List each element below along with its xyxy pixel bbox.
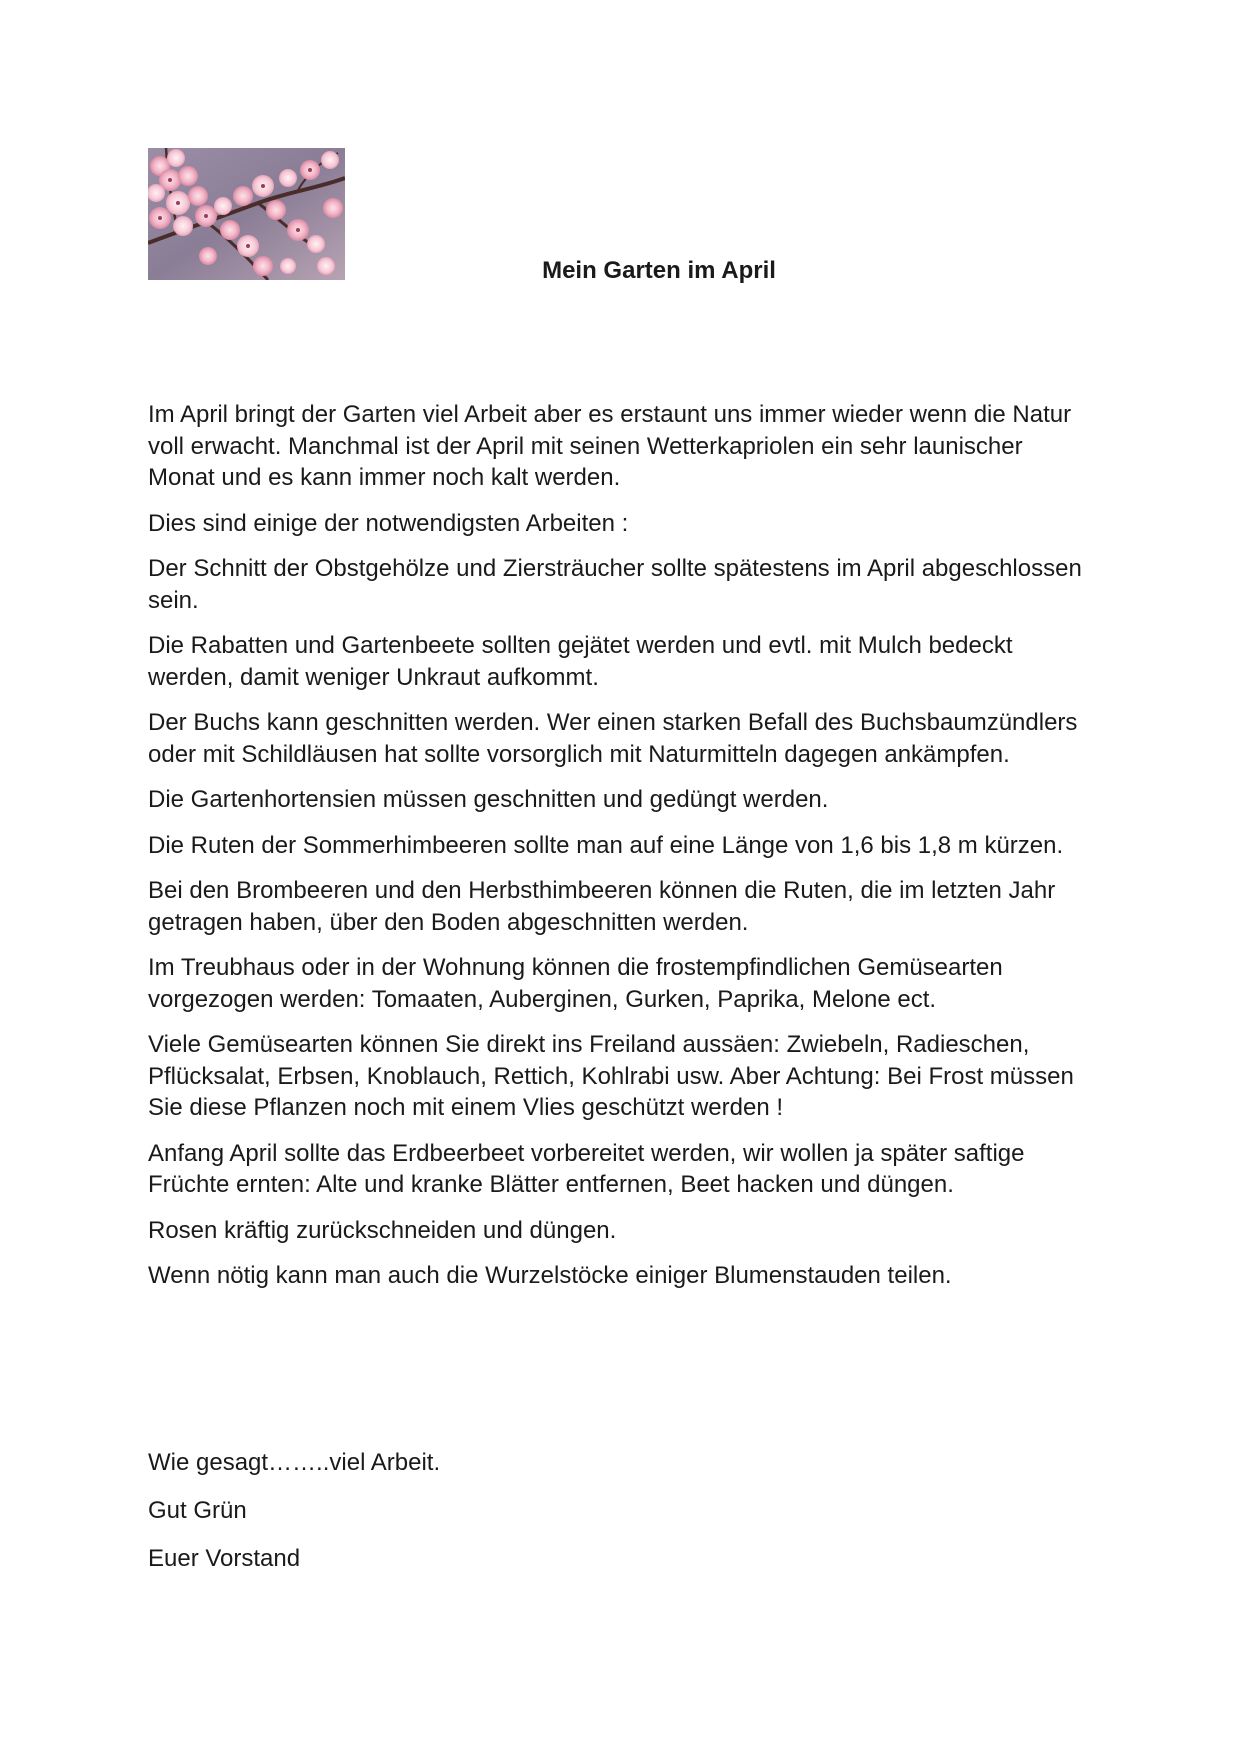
closing-block	[148, 1447, 1088, 1591]
paragraph: Wenn nötig kann man auch die Wurzelstöcke einiger Blumenstauden teilen.	[148, 1262, 952, 1289]
paragraph: Der Schnitt der Obstgehölze und Ziersträucher sollte spätestens im April abgeschlossen sein.	[148, 555, 1082, 614]
paragraph: Dies sind einige der notwendigsten Arbeiten :	[148, 509, 629, 537]
document-body	[148, 399, 1088, 1306]
document-title: Mein Garten im April	[542, 257, 776, 284]
paragraph: Viele Gemüsearten können Sie direkt ins Freiland aussäen: Zwiebeln, Radieschen, Pflücksalat, Erbsen, Knoblauch, Rettich, Kohlrabi usw. Aber Achtung: Bei Frost müssen Sie diese Pflanzen noch mit einem Vlies geschützt werden !	[148, 1031, 1074, 1121]
paragraph: Anfang April sollte das Erdbeerbeet vorbereitet werden, wir wollen ja später saftige Früchte ernten: Alte und kranke Blätter entfernen, Beet hacken und düngen.	[148, 1139, 1025, 1198]
paragraph: Die Ruten der Sommerhimbeeren sollte man auf eine Länge von 1,6 bis 1,8 m kürzen.	[148, 831, 1064, 859]
closing-line: Wie gesagt……..viel Arbeit.	[148, 1449, 441, 1476]
paragraph: Rosen kräftig zurückschneiden und düngen.	[148, 1216, 617, 1244]
closing-signature: Euer Vorstand	[148, 1545, 301, 1572]
paragraph: Der Buchs kann geschnitten werden. Wer einen starken Befall des Buchsbaumzündlers oder mit Schildläusen hat sollte vorsorglich mit Naturmitteln dagegen ankämpfen.	[148, 709, 1078, 768]
paragraph: Die Gartenhortensien müssen geschnitten und gedüngt werden.	[148, 786, 829, 813]
paragraph: Im Treubhaus oder in der Wohnung können die frostempfindlichen Gemüsearten vorgezogen werden: Tomaaten, Auberginen, Gurken, Paprika, Melone ect.	[148, 954, 1003, 1013]
closing-greeting: Gut Grün	[148, 1497, 247, 1524]
paragraph: Im April bringt der Garten viel Arbeit aber es erstaunt uns immer wieder wenn die Natur voll erwacht. Manchmal ist der April mit seinen Wetterkapriolen ein sehr launischer Monat und es kann immer noch kalt werden.	[148, 401, 1072, 491]
paragraph: Bei den Brombeeren und den Herbsthimbeeren können die Ruten, die im letzten Jahr getragen haben, über den Boden abgeschnitten werden.	[148, 877, 1056, 936]
paragraph: Die Rabatten und Gartenbeete sollten gejätet werden und evtl. mit Mulch bedeckt werden, damit weniger Unkraut aufkommt.	[148, 632, 1013, 691]
